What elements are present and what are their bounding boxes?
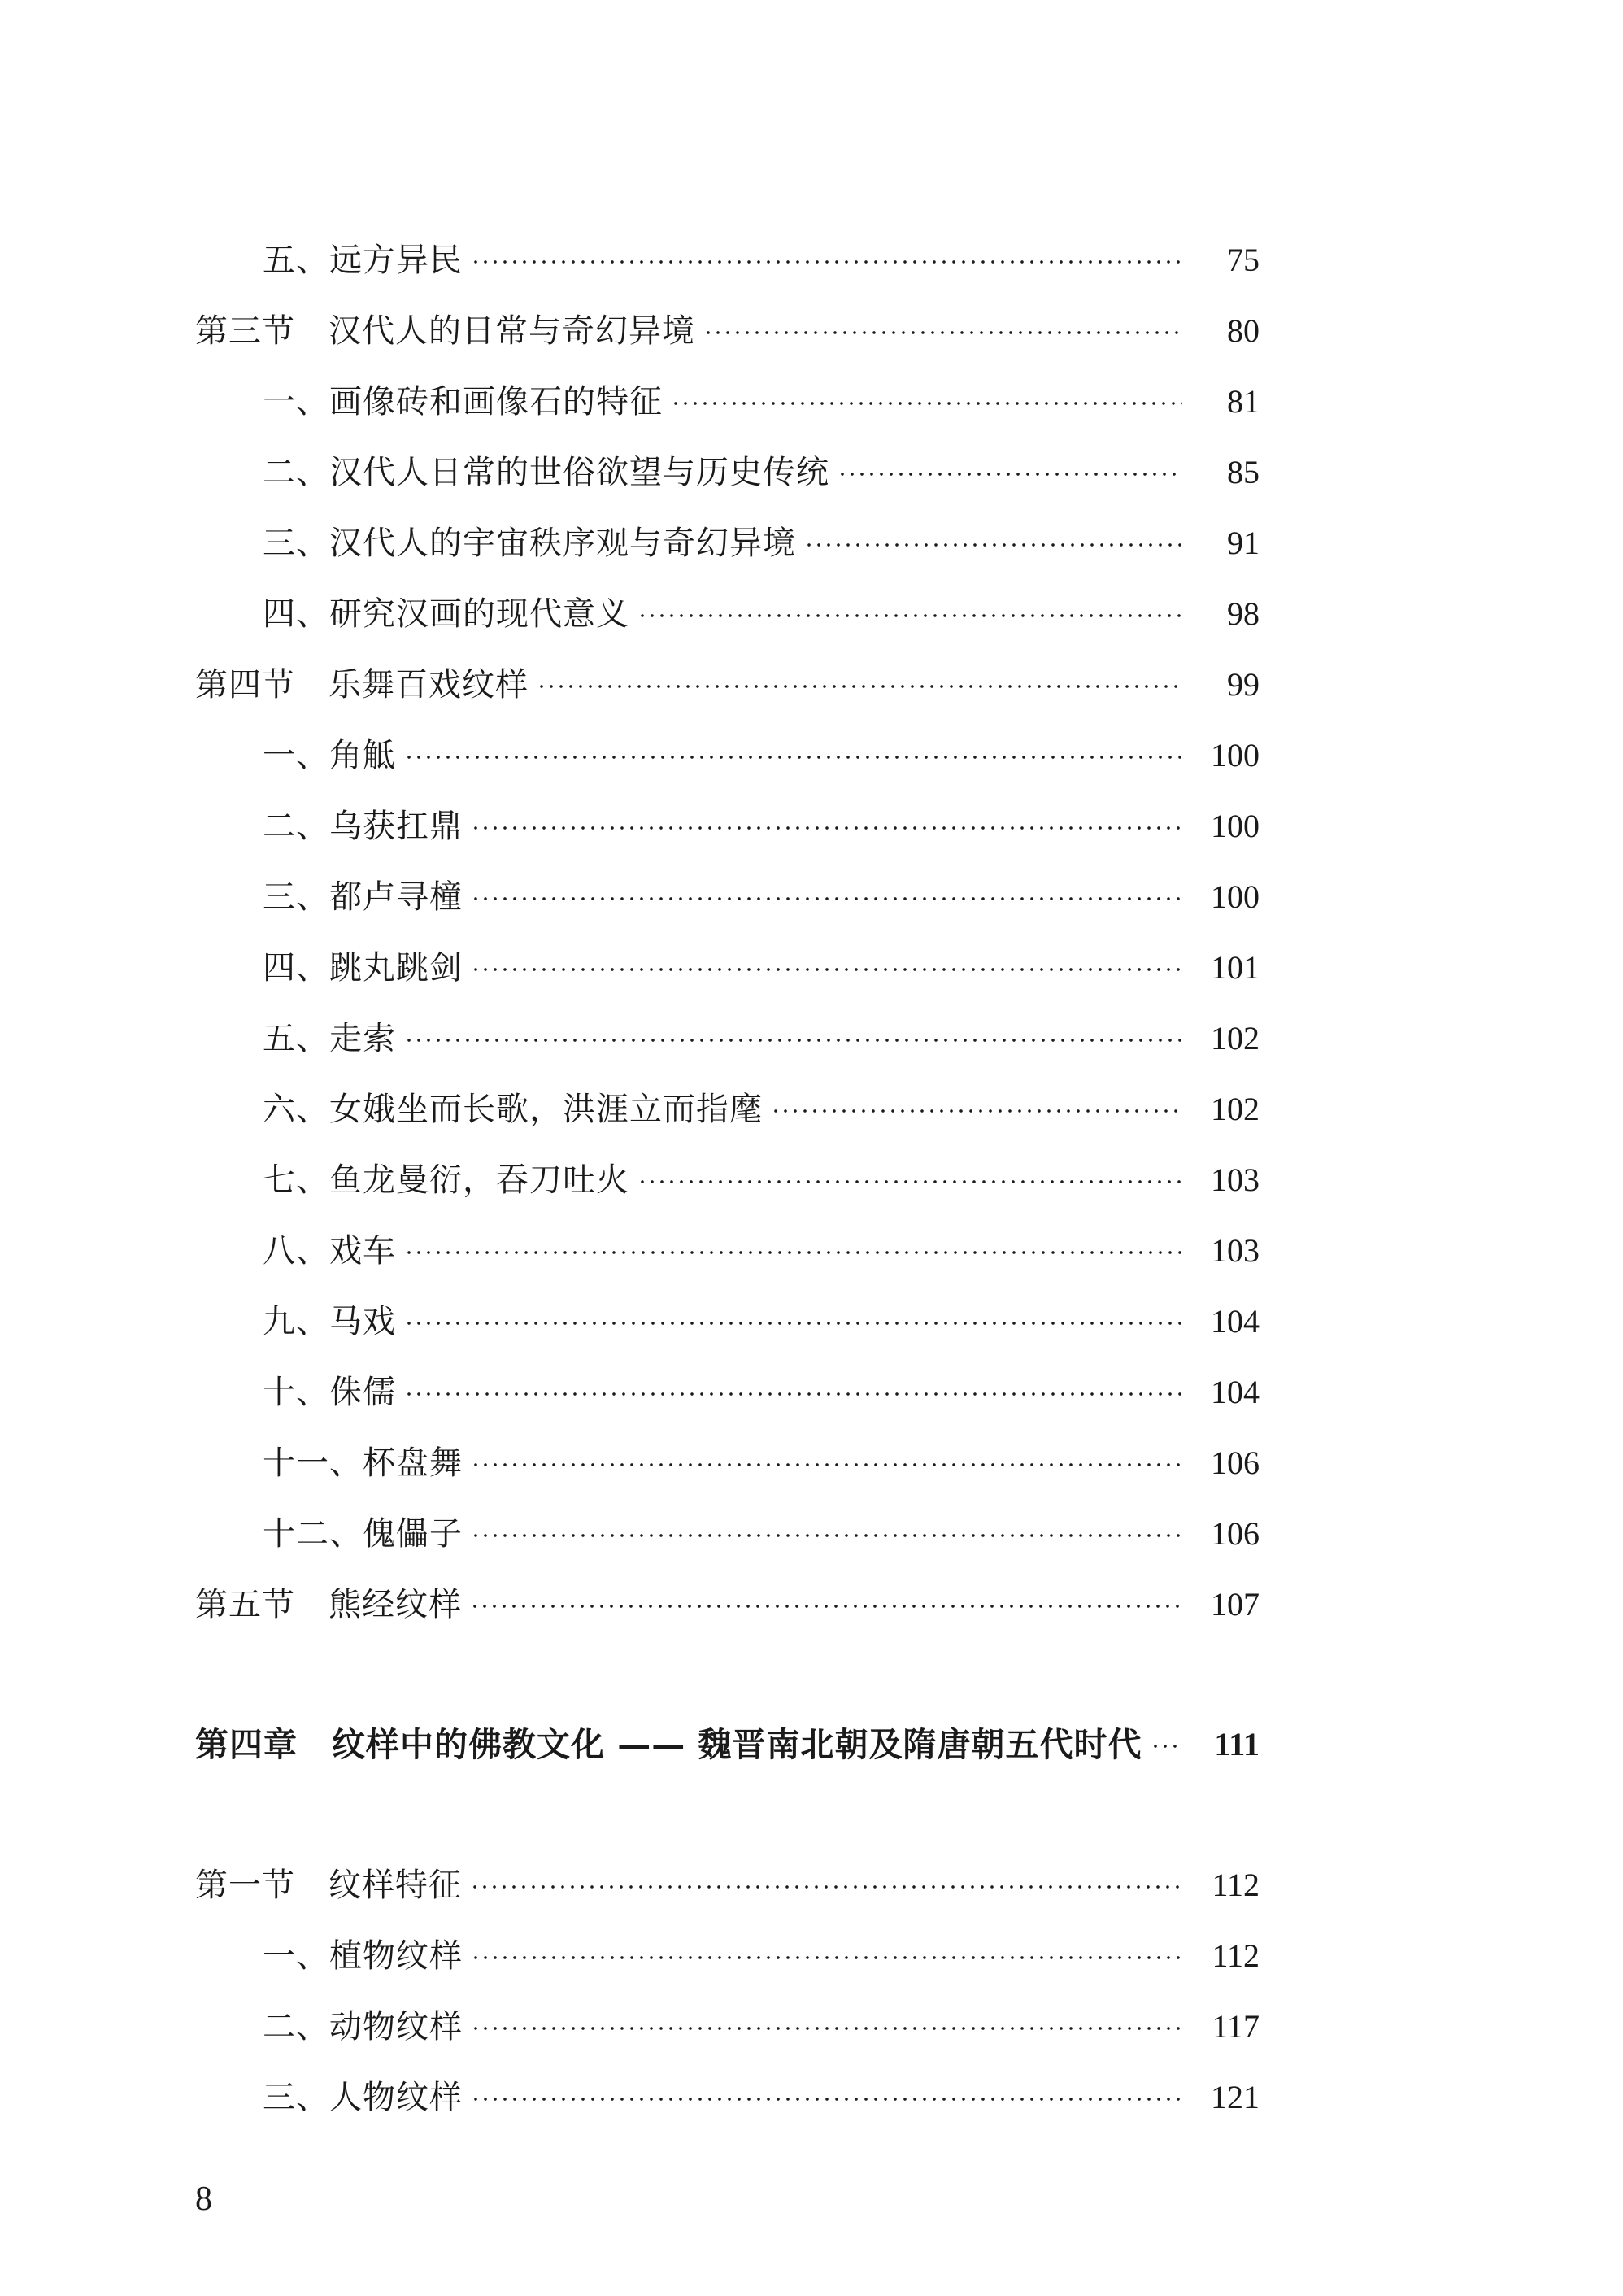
toc-entry-label: 八、戏车 <box>263 1232 396 1270</box>
toc-entry-page: 81 <box>1227 383 1260 420</box>
toc-entry-label: 五、走索 <box>263 1020 396 1057</box>
toc-entry-label: 六、女娥坐而长歌，洪涯立而指麾 <box>263 1091 763 1128</box>
toc-entry-label: 第四节 乐舞百戏纹样 <box>195 666 529 704</box>
toc-entry-page: 80 <box>1227 312 1260 349</box>
toc-item <box>263 519 1260 568</box>
toc-item <box>263 1085 1260 1134</box>
toc-item <box>263 1510 1260 1558</box>
toc-entry-page: 117 <box>1212 2008 1260 2045</box>
toc-entry-label: 十二、傀儡子 <box>263 1515 463 1553</box>
toc-entry-label: 二、动物纹样 <box>263 2008 463 2045</box>
toc-entry-page: 112 <box>1212 1867 1260 1903</box>
toc-entry-page: 98 <box>1227 595 1260 632</box>
toc-entry-page: 111 <box>1214 1726 1260 1762</box>
toc-entry-page: 104 <box>1211 1303 1260 1340</box>
leader-dots <box>471 968 1182 971</box>
toc-entry-label: 第五节 熊经纹样 <box>195 1586 462 1623</box>
toc-entry-label: 三、汉代人的宇宙秩序观与奇幻异境 <box>263 525 796 562</box>
leader-dots <box>404 1251 1182 1254</box>
leader-dots <box>404 1322 1182 1325</box>
toc-entry-label: 第四章 纹样中的佛教文化 —— 魏晋南北朝及隋唐朝五代时代 <box>195 1725 1142 1764</box>
toc-entry-label: 第三节 汉代人的日常与奇幻异境 <box>195 312 695 350</box>
leader-dots <box>470 1885 1182 1889</box>
toc-entry-page: 106 <box>1211 1515 1260 1552</box>
toc-entry-label: 一、画像砖和画像石的特征 <box>263 383 663 420</box>
toc-entry-label: 第一节 纹样特征 <box>195 1867 462 1904</box>
leader-dots <box>471 260 1182 264</box>
leader-dots <box>470 1605 1182 1608</box>
toc-entry-label: 七、鱼龙曼衍，吞刀吐火 <box>263 1161 629 1199</box>
toc-entry-label: 三、都卢寻橦 <box>263 878 463 916</box>
toc-item <box>263 1297 1260 1346</box>
leader-dots <box>838 473 1182 476</box>
toc-entry-label: 四、研究汉画的现代意义 <box>263 595 629 633</box>
toc-item <box>263 943 1260 992</box>
toc-item <box>263 2002 1260 2051</box>
toc-entry-page: 112 <box>1212 1937 1260 1974</box>
toc-entry-page: 107 <box>1211 1586 1260 1623</box>
leader-dots <box>471 826 1182 830</box>
toc-item <box>263 377 1260 426</box>
toc-entry-page: 102 <box>1211 1091 1260 1127</box>
toc-item <box>263 448 1260 497</box>
toc-item <box>263 1156 1260 1205</box>
toc-entry-page: 106 <box>1211 1444 1260 1481</box>
toc-entry-label: 二、汉代人日常的世俗欲望与历史传统 <box>263 454 829 491</box>
leader-dots <box>404 756 1182 759</box>
toc-section <box>195 307 1260 355</box>
toc-item <box>263 802 1260 851</box>
leader-dots <box>671 402 1182 405</box>
leader-dots <box>771 1109 1182 1113</box>
toc-item <box>263 1932 1260 1980</box>
toc-item <box>263 590 1260 638</box>
toc-entry-page: 100 <box>1211 808 1260 844</box>
leader-dots <box>537 685 1182 688</box>
leader-dots <box>471 2098 1182 2101</box>
toc-item <box>263 2073 1260 2122</box>
toc-item <box>263 1439 1260 1488</box>
leader-dots <box>471 1534 1182 1537</box>
toc-entry-label: 二、乌获扛鼎 <box>263 808 463 845</box>
toc-entry-page: 91 <box>1227 525 1260 561</box>
toc-entry-label: 十、侏儒 <box>263 1374 396 1411</box>
leader-dots <box>471 897 1182 900</box>
toc-entry-label: 十一、杯盘舞 <box>263 1444 463 1482</box>
toc-section <box>195 1861 1260 1910</box>
toc-entry-page: 100 <box>1211 878 1260 915</box>
leader-dots <box>471 1956 1182 1959</box>
toc-entry-page: 75 <box>1227 242 1260 278</box>
toc-item <box>263 731 1260 780</box>
toc-entry-page: 104 <box>1211 1374 1260 1410</box>
toc-entry-label: 九、马戏 <box>263 1303 396 1340</box>
toc-section <box>195 1580 1260 1629</box>
leader-dots <box>637 1180 1182 1183</box>
toc-entry-label: 一、角觝 <box>263 737 396 774</box>
leader-dots <box>637 614 1182 617</box>
toc-entry-label: 四、跳丸跳剑 <box>263 949 463 987</box>
toc-item <box>263 236 1260 285</box>
toc-item <box>263 873 1260 921</box>
toc-entry-page: 101 <box>1211 949 1260 986</box>
toc-item <box>263 1014 1260 1063</box>
toc-entry-label: 一、植物纹样 <box>263 1937 463 1975</box>
leader-dots <box>1151 1745 1182 1748</box>
toc-section <box>195 660 1260 709</box>
toc-item <box>263 1368 1260 1417</box>
toc-item <box>263 1226 1260 1275</box>
toc-entry-page: 99 <box>1227 666 1260 703</box>
toc-entry-page: 102 <box>1211 1020 1260 1057</box>
toc-entry-page: 103 <box>1211 1161 1260 1198</box>
toc-entry-label: 五、远方异民 <box>263 242 463 279</box>
toc-chapter <box>195 1720 1260 1769</box>
toc-entry-page: 121 <box>1211 2079 1260 2115</box>
leader-dots <box>471 2027 1182 2030</box>
toc-entry-label: 三、人物纹样 <box>263 2079 463 2116</box>
leader-dots <box>404 1039 1182 1042</box>
leader-dots <box>471 1463 1182 1466</box>
toc-entry-page: 103 <box>1211 1232 1260 1269</box>
leader-dots <box>703 331 1182 334</box>
page-number: 8 <box>195 2181 212 2218</box>
toc-entry-page: 100 <box>1211 737 1260 773</box>
leader-dots <box>804 543 1182 547</box>
leader-dots <box>404 1392 1182 1396</box>
toc-entry-page: 85 <box>1227 454 1260 490</box>
